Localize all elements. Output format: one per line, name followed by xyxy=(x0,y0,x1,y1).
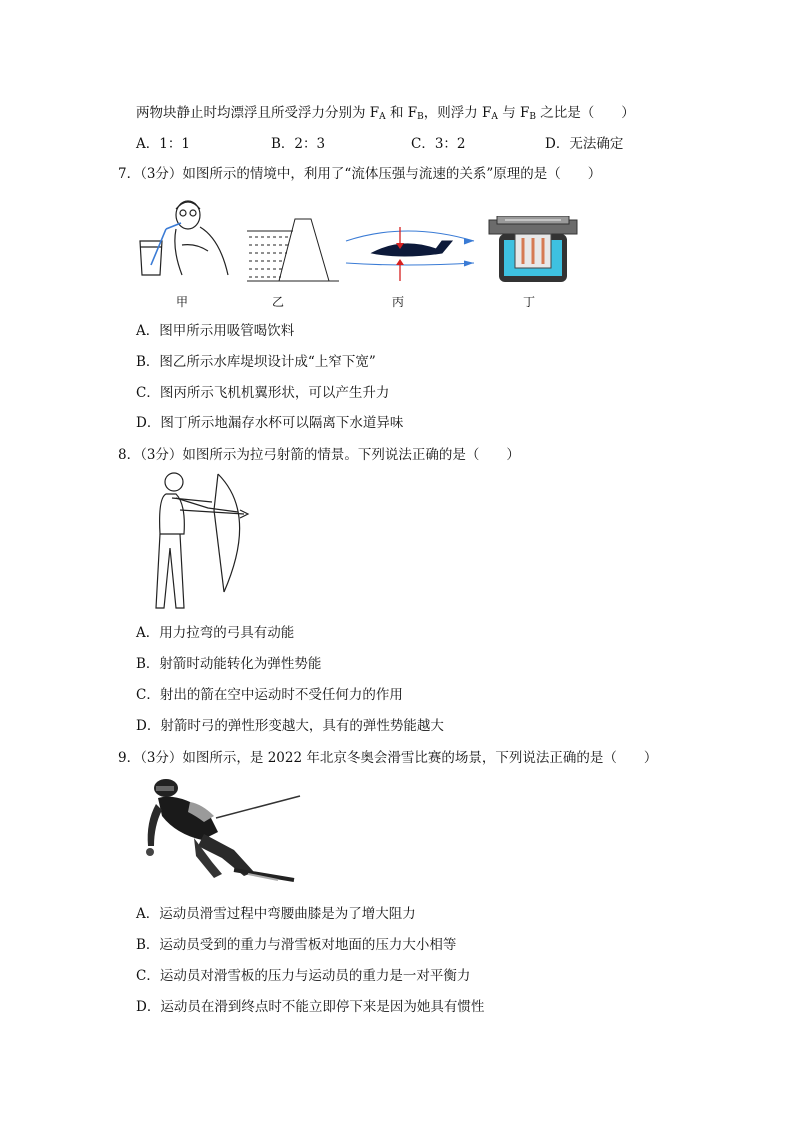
q7-caption-bing: 丙 xyxy=(392,295,405,309)
q8-archer-figure xyxy=(136,468,252,614)
q9-option-d[interactable]: D．运动员在滑到终点时不能立即停下来是因为她具有惯性 xyxy=(136,999,485,1015)
q7-caption-yi: 乙 xyxy=(272,295,285,309)
q7-figure-jia xyxy=(136,195,236,285)
q7-option-d[interactable]: D．图丁所示地漏存水杯可以隔离下水道异味 xyxy=(136,415,404,431)
q7-option-c[interactable]: C．图丙所示飞机机翼形状，可以产生升力 xyxy=(136,385,390,401)
q8-option-a[interactable]: A．用力拉弯的弓具有动能 xyxy=(136,625,295,641)
q8-option-c[interactable]: C．射出的箭在空中运动时不受任何力的作用 xyxy=(136,687,403,703)
q7-option-a[interactable]: A．图甲所示用吸管喝饮料 xyxy=(136,323,295,339)
q9-option-a[interactable]: A．运动员滑雪过程中弯腰曲膝是为了增大阻力 xyxy=(136,906,416,922)
q7-figure-yi xyxy=(247,215,339,285)
q7-option-b[interactable]: B．图乙所示水库堤坝设计成“上窄下宽” xyxy=(136,354,376,370)
q6-option-a[interactable]: A．1：1 xyxy=(136,136,190,152)
q8-option-d[interactable]: D．射箭时弓的弹性形变越大，具有的弹性势能越大 xyxy=(136,718,444,734)
q9-stem: 9．（3分）如图所示，是 2022 年北京冬奥会滑雪比赛的场景，下列说法正确的是（ ） xyxy=(118,750,658,766)
q9-option-c[interactable]: C．运动员对滑雪板的压力与运动员的重力是一对平衡力 xyxy=(136,968,471,984)
q7-caption-ding: 丁 xyxy=(523,295,536,309)
q9-option-b[interactable]: B．运动员受到的重力与滑雪板对地面的压力大小相等 xyxy=(136,937,457,953)
q8-stem: 8．（3分）如图所示为拉弓射箭的情景。下列说法正确的是（ ） xyxy=(118,447,520,463)
q6-options xyxy=(0,135,794,153)
q6-option-b[interactable]: B．2：3 xyxy=(271,136,326,152)
q6-option-d[interactable]: D．无法确定 xyxy=(545,136,624,152)
q6-option-c[interactable]: C．3：2 xyxy=(411,136,466,152)
q7-figure-bing xyxy=(344,225,476,285)
q7-stem: 7．（3分）如图所示的情境中，利用了“流体压强与流速的关系”原理的是（ ） xyxy=(118,166,602,182)
q9-skier-photo xyxy=(138,778,304,888)
q7-caption-jia: 甲 xyxy=(176,295,189,309)
q6-stem: 两物块静止时均漂浮且所受浮力分别为 $F_A$ 和 $F_B$，则浮力 $F_A$ 与 $F_B$ 之比是（ ） xyxy=(136,105,635,122)
q7-figure-ding xyxy=(487,216,579,288)
q8-option-b[interactable]: B．射箭时动能转化为弹性势能 xyxy=(136,656,322,672)
